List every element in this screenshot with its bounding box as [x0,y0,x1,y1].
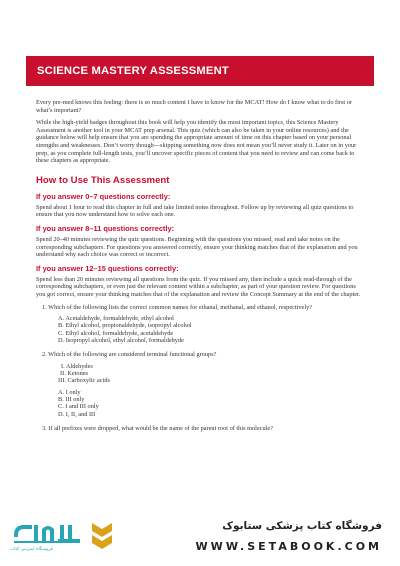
score-range-heading-12-15: If you answer 12–15 questions correctly: [36,263,179,273]
answer-option: B. III only [58,396,85,404]
question-3 [36,425,364,433]
roman-numeral-list [58,363,364,385]
intro-paragraph-1: Every pre-med knows this feeling: there is so much content I have to know for the MCAT! How do I know what to do first or what’s important? [36,99,353,114]
answer-option: C. I and III only [58,403,99,411]
question-stem: 1. Which of the following lists the correct common names for ethanal, methanal, and ethanol, respectively? [42,303,313,311]
page-content [36,99,364,433]
question-stem: 2. Which of the following are considered terminal functional groups? [42,351,217,359]
score-range-text-0-7: Spend about 1 hour to read this chapter in full and take limited notes throughout. Follow up by reviewing all quiz questions to ensure that you now understand how to solve each one. [36,203,354,219]
question-1 [36,304,364,345]
intro-paragraph-2: While the high-yield badges throughout this book will help you identify the most important topics, this Science Mastery Assessment is another tool in your MCAT prep arsenal. This quiz (which can also be taken in your online resources) and the guidance below will help ensure that you are spending the appropriate amount of time on this chapter based on your personal strengths and weaknesses. Don’t worry though—skipping something now does not mean you’ll never study it. Later on in your prep, as you complete full-length tests, you’ll uncover specific pieces of content that you need to review and can come back to these chapters as appropriate. [36,119,357,165]
roman-item: II. Ketones [60,370,88,378]
roman-item: III. Carboxylic acids [58,377,110,385]
question-stem: 3. If all prefixes were dropped, what would be the name of the parent root of this molecule? [42,424,273,432]
store-name: فروشگاه کتاب پزشکی ستابوک [222,520,382,532]
answer-option: C. Ethyl alcohol, formaldehyde, acetaldehyde [58,329,174,337]
score-range-heading-0-7: If you answer 0–7 questions correctly: [36,191,171,201]
logo-tagline: فروشگاه اینترنتی کتاب [10,547,53,552]
score-range-text-8-11: Spend 20–40 minutes reviewing the quiz questions. Beginning with the questions you missed, read and take notes on the corresponding subchapters. For questions you answered correctly, ensure your thinking matches that of the explanation and you understand why each choice was correct or incorrect. [36,235,358,259]
answer-options [58,389,364,418]
answer-option: D. I, II, and III [58,410,96,418]
answer-option: D. Isopropyl alcohol, ethyl alcohol, formaldehyde [58,336,184,344]
section-title: SCIENCE MASTERY ASSESSMENT [37,65,229,77]
section-banner [26,56,374,86]
roman-item: I. Aldehydes [61,362,93,370]
how-to-heading: How to Use This Assessment [36,174,170,186]
score-range-text-12-15: Spend less than 20 minutes reviewing all questions from the quiz. If you missed any, then include a quick read-through of the corresponding subchapters, or even just the relevant content within a subchapter, as part of your question review. For questions you got correct, ensure your thinking matches that of the explanation and review the Concept Summary at the end of the chapter. [36,275,361,298]
question-2 [36,351,364,418]
answer-options [58,315,364,344]
answer-option: A. Acetaldehyde, formaldehyde, ethyl alcohol [58,315,174,323]
store-website-link[interactable]: WWW.SETABOOK.COM [195,540,382,553]
answer-option: A. I only [58,388,81,396]
score-range-heading-8-11: If you answer 8–11 questions correctly: [36,223,175,233]
answer-option: B. Ethyl alcohol, propionaldehyde, isopropyl alcohol [58,322,192,330]
